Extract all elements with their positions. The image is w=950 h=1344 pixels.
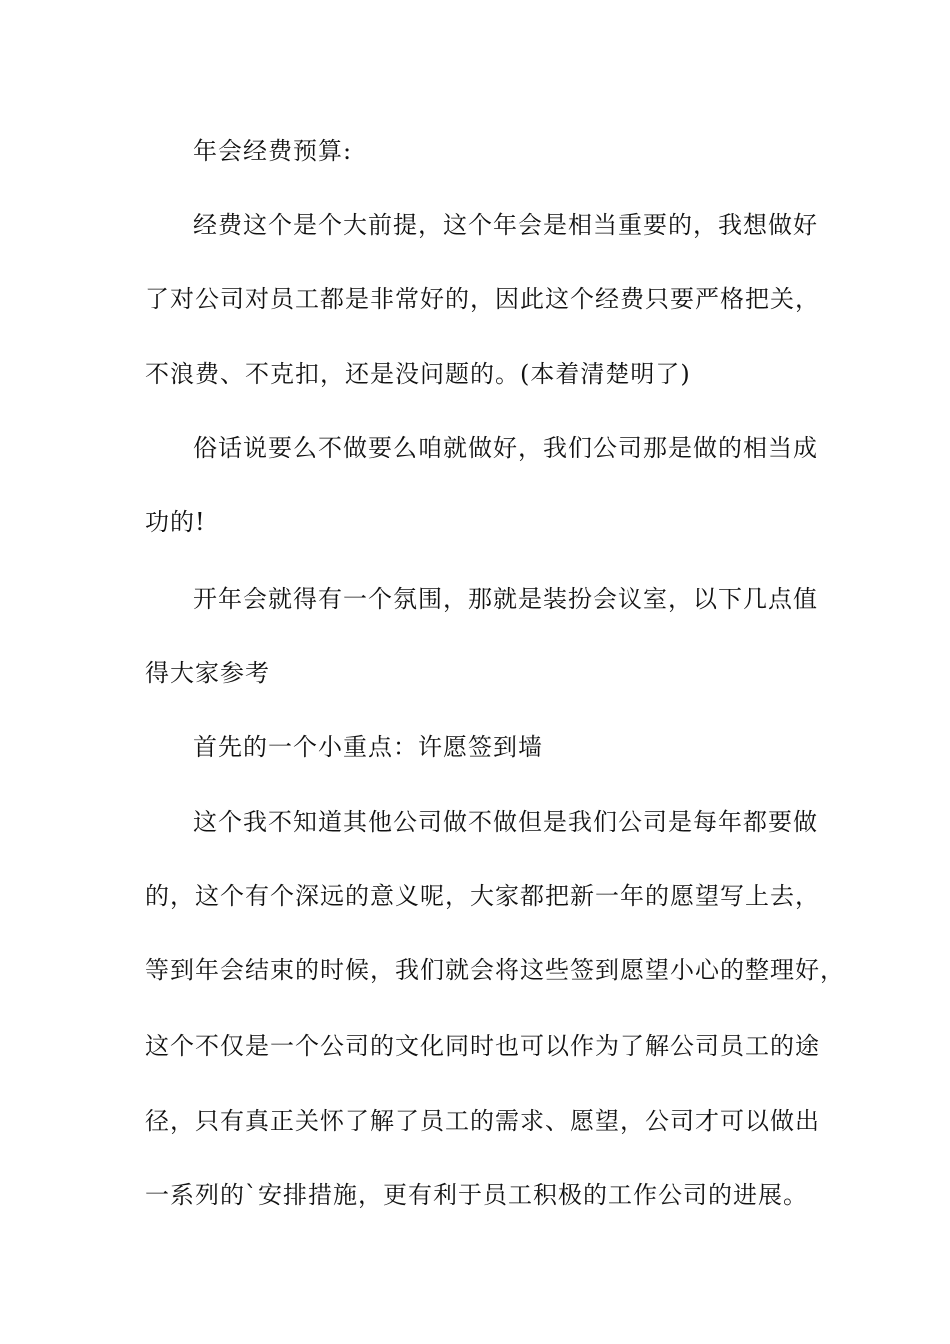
paragraph-line: 得大家参考: [145, 659, 270, 687]
paragraph-line: 的，这个有个深远的意义呢，大家都把新一年的愿望写上去，: [145, 882, 820, 910]
paragraph-line: 一系列的`安排措施，更有利于员工积极的工作公司的进展。: [145, 1181, 808, 1209]
paragraph-line: 不浪费、不克扣，还是没问题的。(本着清楚明了): [145, 360, 691, 388]
paragraph-line: 这个不仅是一个公司的文化同时也可以作为了解公司员工的途: [145, 1032, 820, 1060]
paragraph-line: 径，只有真正关怀了解了员工的需求、愿望，公司才可以做出: [145, 1107, 820, 1135]
paragraph-line: 经费这个是个大前提，这个年会是相当重要的，我想做好: [193, 211, 818, 239]
paragraph-line: 功的!: [145, 508, 206, 536]
paragraph-line: 了对公司对员工都是非常好的，因此这个经费只要严格把关，: [145, 285, 820, 313]
budget-heading: 年会经费预算:: [193, 137, 353, 165]
paragraph-line: 俗话说要么不做要么咱就做好，我们公司那是做的相当成: [193, 434, 818, 462]
paragraph-line: 这个我不知道其他公司做不做但是我们公司是每年都要做: [193, 808, 818, 836]
paragraph-line: 等到年会结束的时候，我们就会将这些签到愿望小心的整理好，: [145, 956, 845, 984]
paragraph-line: 开年会就得有一个氛围，那就是装扮会议室，以下几点值: [193, 585, 818, 613]
section-heading: 首先的一个小重点：许愿签到墙: [193, 733, 543, 761]
